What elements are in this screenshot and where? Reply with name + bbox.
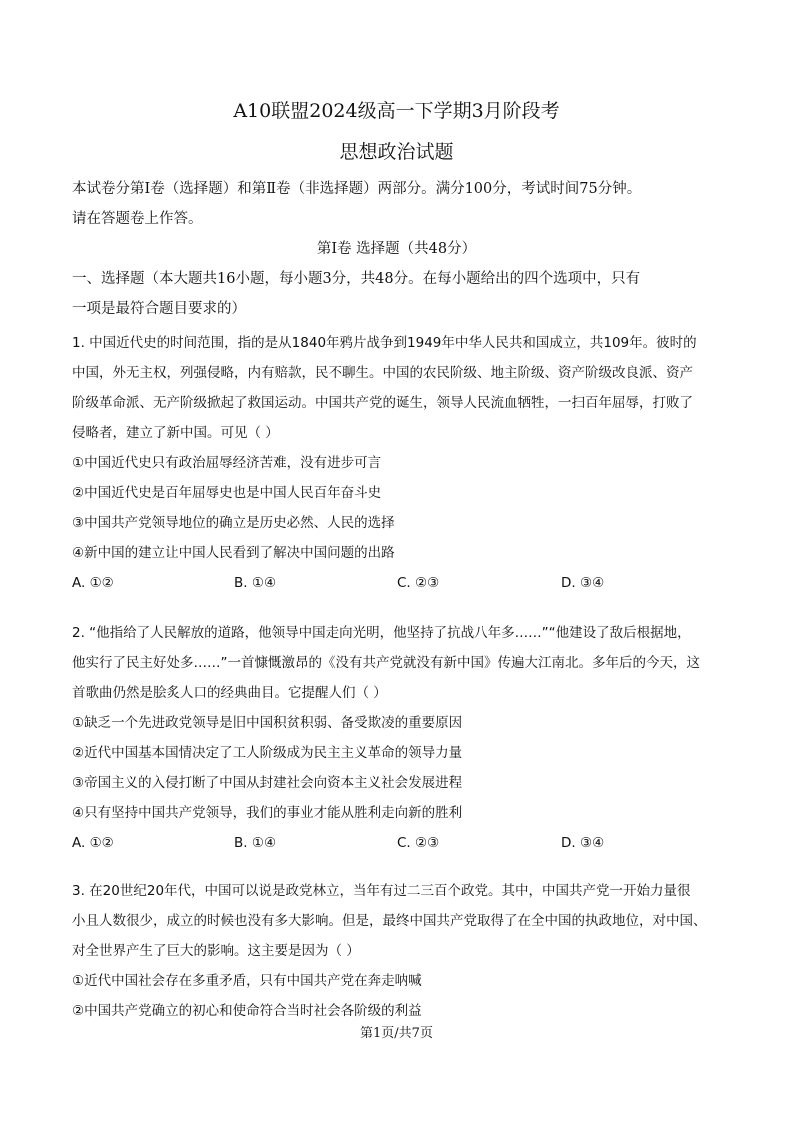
question-stem-line: 3. 在20世纪20年代，中国可以说是政党林立，当年有过二三百个政党。其中，中国共产党一开始力量很: [72, 883, 691, 899]
question-1: [72, 328, 724, 598]
question-2: [72, 618, 724, 858]
exam-instructions: [72, 174, 724, 234]
question-stem-line: 小且人数很少，成立的时候也没有多大影响。但是，最终中国共产党取得了在全中国的执政地位，对中国、: [72, 913, 707, 929]
option-b: B. ①④: [234, 835, 277, 851]
statement-item: ②中国近代史是百年屈辱史也是中国人民百年奋斗史: [72, 485, 382, 501]
option-d: D. ③④: [561, 575, 605, 591]
instructions-line-2: 请在答题卷上作答。: [72, 211, 203, 227]
option-c: C. ②③: [397, 835, 440, 851]
option-a: A. ①②: [72, 575, 114, 591]
statement-item: ①近代中国社会存在多重矛盾，只有中国共产党在奔走呐喊: [72, 973, 422, 989]
statement-item: ②近代中国基本国情决定了工人阶级成为民主主义革命的领导力量: [72, 745, 463, 761]
page-number: 第1页/共7页: [360, 1026, 433, 1041]
question-stem-line: 2. “他指给了人民解放的道路，他领导中国走向光明，他坚持了抗战八年多……”“他建设了敌后根据地，: [72, 625, 691, 641]
exam-subtitle: 思想政治试题: [339, 141, 454, 163]
statement-item: ③中国共产党领导地位的确立是历史必然、人民的选择: [72, 515, 395, 531]
question-stem-line: 侵略者，建立了新中国。可见（ ）: [72, 425, 279, 441]
statement-item: ①缺乏一个先进政党领导是旧中国积贫积弱、备受欺凌的重要原因: [72, 715, 463, 731]
question-stem-line: 阶级革命派、无产阶级掀起了救国运动。中国共产党的诞生，领导人民流血牺牲，一扫百年屈辱，打败了: [72, 395, 693, 411]
option-c: C. ②③: [397, 575, 440, 591]
section-desc-line-1: 一、选择题（本大题共16小题，每小题3分，共48分。在每小题给出的四个选项中，只有: [72, 271, 641, 287]
statement-item: ③帝国主义的入侵打断了中国从封建社会向资本主义社会发展进程: [72, 775, 463, 791]
answer-options: [72, 828, 724, 858]
question-3: [72, 876, 724, 1026]
statement-item: ①中国近代史只有政治屈辱经济苦难，没有进步可言: [72, 455, 382, 471]
instructions-line-1: 本试卷分第Ⅰ卷（选择题）和第Ⅱ卷（非选择题）两部分。满分100分，考试时间75分钟。: [72, 181, 642, 197]
question-stem-line: 1. 中国近代史的时间范围，指的是从1840年鸦片战争到1949年中华人民共和国成立，共109年。彼时的: [72, 335, 697, 351]
question-stem-line: 中国，外无主权，列强侵略，内有赔款，民不聊生。中国的农民阶级、地主阶级、资产阶级改良派、资产: [72, 365, 693, 381]
statement-item: ④新中国的建立让中国人民看到了解决中国问题的出路: [72, 545, 395, 561]
statement-item: ②中国共产党确立的初心和使命符合当时社会各阶级的利益: [72, 1003, 422, 1019]
question-stem-line: 对全世界产生了巨大的影响。这主要是因为（ ）: [72, 943, 360, 959]
answer-options: [72, 568, 724, 598]
option-b: B. ①④: [234, 575, 277, 591]
exam-title: A10联盟2024级高一下学期3月阶段考: [233, 100, 560, 122]
option-d: D. ③④: [561, 835, 605, 851]
section-title: 第Ⅰ卷 选择题（共48分）: [316, 241, 477, 257]
option-a: A. ①②: [72, 835, 114, 851]
section-description: [72, 264, 724, 324]
question-stem-line: 他实行了民主好处多……”一首慷慨激昂的《没有共产党就没有新中国》传遍大江南北。多年后的今天，这: [72, 655, 700, 671]
statement-item: ④只有坚持中国共产党领导，我们的事业才能从胜利走向新的胜利: [72, 805, 463, 821]
section-desc-line-2: 一项是最符合题目要求的）: [72, 301, 246, 317]
question-stem-line: 首歌曲仍然是脍炙人口的经典曲目。它提醒人们（ ）: [72, 685, 387, 701]
